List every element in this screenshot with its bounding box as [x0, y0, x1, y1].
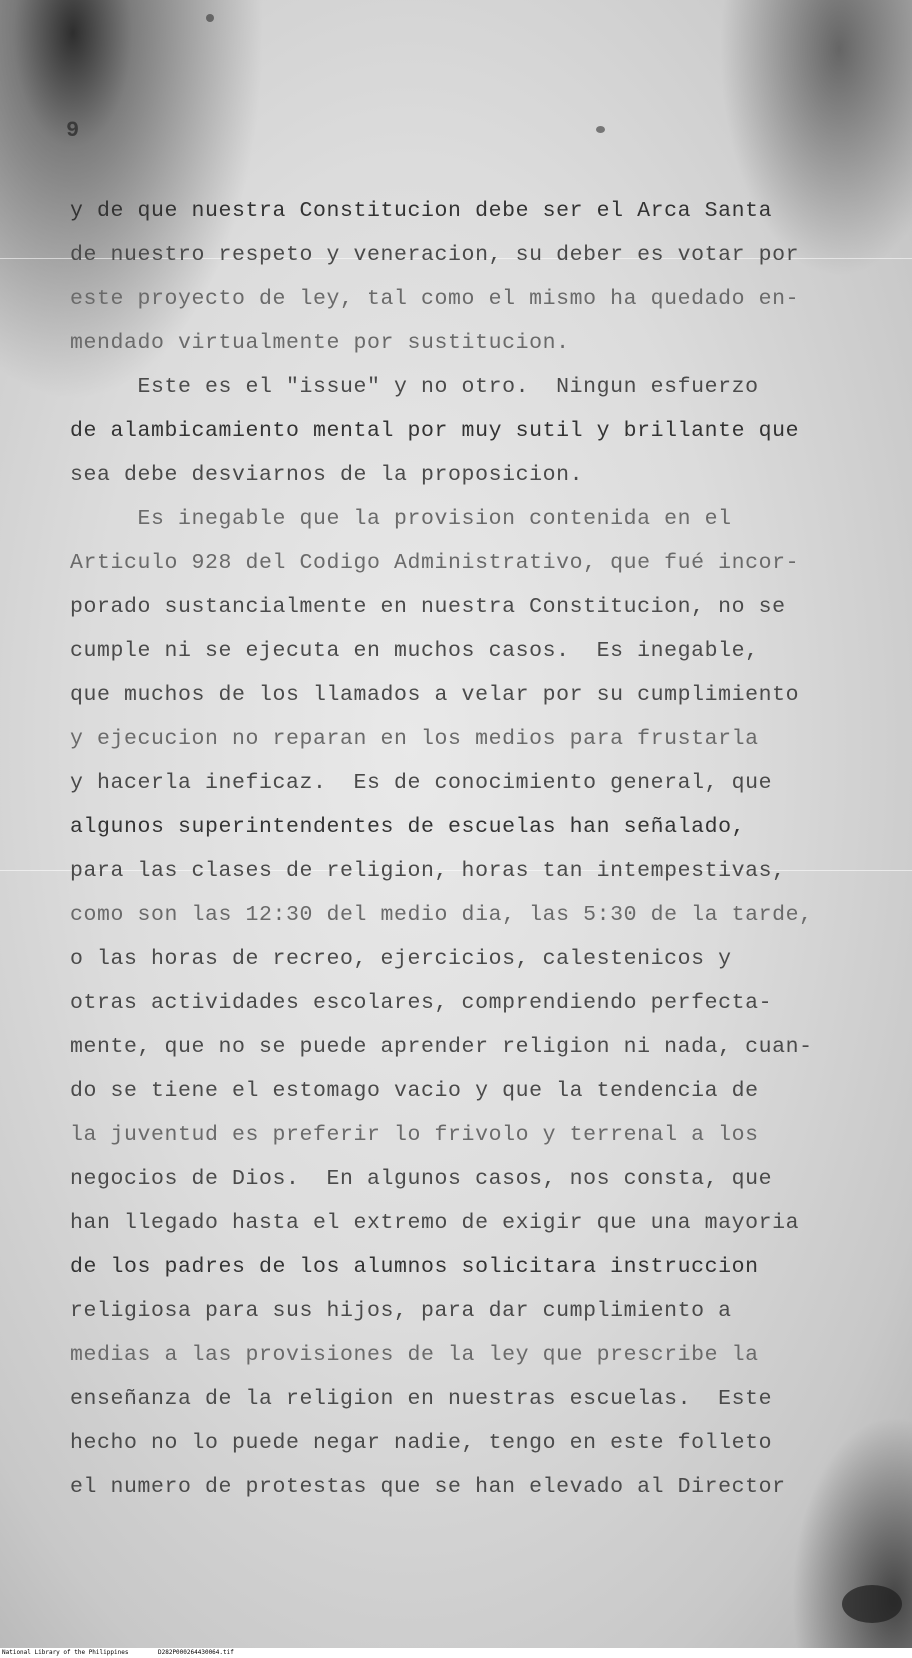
scan-smudge [842, 1585, 902, 1623]
text-line: otras actividades escolares, comprendiendo perfecta- [70, 991, 773, 1015]
text-line: mendado virtualmente por sustitucion. [70, 331, 570, 355]
text-line: o las horas de recreo, ejercicios, calestenicos y [70, 947, 732, 971]
text-line: el numero de protestas que se han elevado al Director [70, 1475, 786, 1499]
footer-library-name: National Library of the Philippines [2, 1649, 129, 1656]
text-line: enseñanza de la religion en nuestras escuelas. Este [70, 1387, 773, 1411]
text-line: religiosa para sus hijos, para dar cumplimiento a [70, 1299, 732, 1323]
text-line: para las clases de religion, horas tan intempestivas, [70, 859, 786, 883]
text-line: Es inegable que la provision contenida en el [70, 507, 732, 531]
text-line: la juventud es preferir lo frivolo y terrenal a los [70, 1123, 759, 1147]
text-line: de nuestro respeto y veneracion, su deber es votar por [70, 243, 800, 267]
text-line: y de que nuestra Constitucion debe ser el Arca Santa [70, 199, 773, 223]
text-line: como son las 12:30 del medio dia, las 5:30 de la tarde, [70, 903, 813, 927]
text-line: do se tiene el estomago vacio y que la tendencia de [70, 1079, 759, 1103]
text-line: Articulo 928 del Codigo Administrativo, que fué incor- [70, 551, 800, 575]
scan-speck [596, 126, 605, 133]
text-line: medias a las provisiones de la ley que prescribe la [70, 1343, 759, 1367]
text-line: mente, que no se puede aprender religion ni nada, cuan- [70, 1035, 813, 1059]
footer-file-id: D282P000264430064.tif [158, 1649, 234, 1656]
text-line: cumple ni se ejecuta en muchos casos. Es inegable, [70, 639, 759, 663]
text-line: porado sustancialmente en nuestra Constitucion, no se [70, 595, 786, 619]
page-number: 9 [66, 118, 80, 143]
text-line: y hacerla ineficaz. Es de conocimiento general, que [70, 771, 773, 795]
text-line: han llegado hasta el extremo de exigir que una mayoria [70, 1211, 800, 1235]
scan-speck [206, 14, 214, 22]
text-line: negocios de Dios. En algunos casos, nos consta, que [70, 1167, 773, 1191]
text-line: y ejecucion no reparan en los medios para frustarla [70, 727, 759, 751]
archive-footer [0, 1648, 912, 1658]
text-line: algunos superintendentes de escuelas han señalado, [70, 815, 746, 839]
text-line: de alambicamiento mental por muy sutil y brillante que [70, 419, 800, 443]
text-line: de los padres de los alumnos solicitara instruccion [70, 1255, 759, 1279]
text-line: hecho no lo puede negar nadie, tengo en este folleto [70, 1431, 773, 1455]
text-line: que muchos de los llamados a velar por su cumplimiento [70, 683, 800, 707]
text-line: sea debe desviarnos de la proposicion. [70, 463, 584, 487]
text-line: Este es el "issue" y no otro. Ningun esfuerzo [70, 375, 759, 399]
text-line: este proyecto de ley, tal como el mismo ha quedado en- [70, 287, 800, 311]
